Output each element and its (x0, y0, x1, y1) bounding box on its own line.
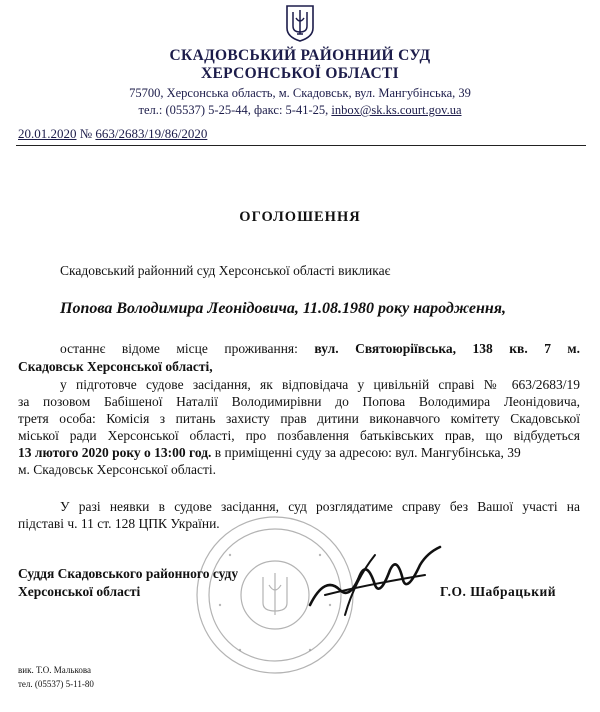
hearing-datetime: 13 лютого 2020 року о 13:00 год. (18, 445, 212, 460)
body-line4: міської ради Херсонської області, про позбавлення батьківських прав, що відбудеться (18, 428, 580, 443)
registration-line (18, 126, 207, 142)
document-date: 20.01.2020 (18, 126, 77, 141)
announcement-intro: Скадовський районний суд Херсонської області викликає (60, 263, 391, 278)
executor-phone: тел. (05537) 5-11-80 (18, 679, 94, 689)
body-line2: за позовом Бабішеної Наталії Володимирівни до Попова Володимира Леонідовича, (18, 394, 580, 409)
judge-title-line2: Херсонської області (18, 584, 141, 599)
residence-address-part1: вул. Святоюріївська, 138 кв. 7 м. (314, 341, 580, 356)
warning-line1: У разі неявки в судове засідання, суд розглядатиме справу без Вашої участі на (60, 499, 580, 514)
number-prefix: № (79, 126, 96, 141)
coat-of-arms-icon (285, 4, 315, 42)
contacts-text: тел.: (05537) 5-25-44, факс: 5-41-25, (138, 103, 332, 117)
body-line6: м. Скадовськ Херсонської області. (18, 462, 217, 477)
court-contacts (0, 103, 600, 118)
header-divider (16, 145, 586, 146)
summoned-person: Попова Володимира Леонідовича, 11.08.1980 року народження, (60, 300, 506, 317)
judge-name: Г.О. Шабрацький (440, 584, 557, 599)
document-number: 663/2683/19/86/2020 (95, 126, 208, 141)
court-email: inbox@sk.ks.court.gov.ua (331, 103, 462, 117)
body-line5 (18, 444, 521, 461)
handwritten-signature (305, 535, 445, 625)
body-line3: третя особа: Комісія з питань захисту прав дитини виконавчого комітету Скадовської (18, 411, 580, 426)
court-name-line1: СКАДОВСЬКИЙ РАЙОННИЙ СУД (169, 47, 431, 64)
residence-label: останнє відоме місце проживання: (60, 341, 298, 356)
court-address: 75700, Херсонська область, м. Скадовськ, вул. Мангубінська, 39 (129, 86, 471, 100)
residence-line1 (60, 340, 580, 357)
warning-line2: підставі ч. 11 ст. 128 ЦПК України. (18, 516, 220, 531)
announcement-title: ОГОЛОШЕННЯ (239, 209, 361, 225)
residence-line2: Скадовськ Херсонської області, (18, 359, 213, 374)
hearing-place: в приміщенні суду за адресою: вул. Мангубінська, 39 (211, 445, 521, 460)
judge-title-line1: Суддя Скадовського районного суду (18, 566, 239, 581)
executor: вик. Т.О. Малькова (18, 665, 91, 675)
court-name-line2: ХЕРСОНСЬКОЇ ОБЛАСТІ (201, 65, 399, 82)
body-line1: у підготовче судове засідання, як відповідача у цивільній справі № 663/2683/19 (60, 377, 580, 392)
